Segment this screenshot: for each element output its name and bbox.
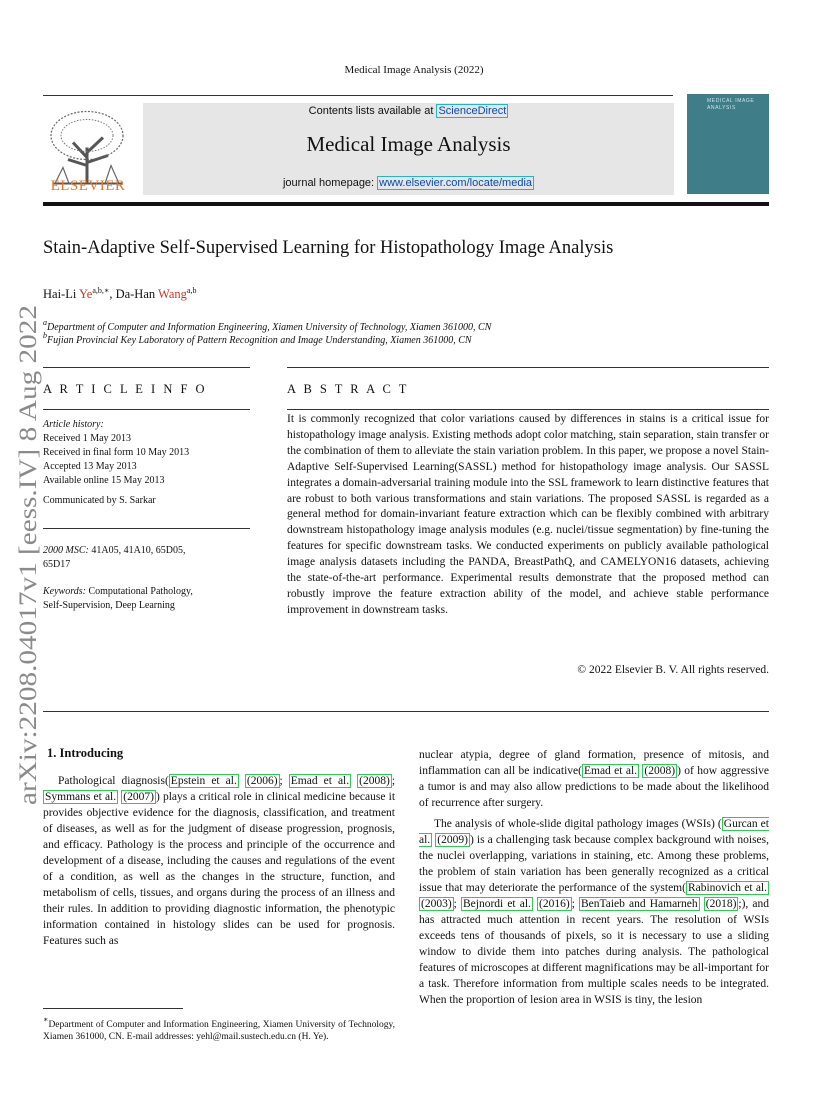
citation-link[interactable]: Rabinovich et al. (687, 882, 767, 894)
citation-link[interactable]: Emad et al. (583, 765, 638, 777)
keywords-block (43, 585, 250, 613)
citation-link[interactable]: (2009) (437, 834, 468, 846)
history-accepted: Accepted 13 May 2013 (43, 461, 137, 472)
author-list (43, 286, 196, 302)
text-span: nuclear atypia, degree of gland formation, presence of mitosis, and inflammation can all be indicative( (419, 749, 769, 777)
citation-link[interactable]: (2006) (246, 775, 278, 787)
footnote (43, 1014, 395, 1043)
contents-line (143, 105, 674, 117)
affil-a-mark: a (43, 318, 47, 327)
author1-affil-mark: a,b,∗ (92, 286, 110, 295)
keywords-list-2: Self-Supervision, Deep Learning (43, 600, 175, 611)
citation-link[interactable]: (2008) (359, 775, 390, 787)
left-column (43, 773, 395, 949)
author2-surname[interactable]: Wang (158, 287, 187, 301)
text-span: The analysis of whole-slide digital pathology images (WSIs) ( (434, 818, 722, 830)
msc-label: 2000 MSC: (43, 545, 89, 556)
msc-rule (43, 528, 250, 529)
text-span: ;), and has attracted much attention in recent years. The resolution of WSIs exceeds tens of thousands of pixels, so it is necessary to use a sliding window to divide them into patches during analysis. The pathological features of microscopes at different magnifications may be all-important for a task. Therefore information from multiple scales needs to be integrated. When the proportion of lesion area in WSIS is tiny, the lesion (419, 898, 770, 1006)
author-separator: , Da-Han (109, 287, 159, 301)
history-received: Received 1 May 2013 (43, 433, 132, 444)
abstract-rule (287, 409, 769, 410)
citation-link[interactable]: (2007) (123, 791, 154, 803)
journal-cover-image (687, 94, 769, 194)
citation-link[interactable]: Emad et al. (290, 775, 350, 787)
article-info-top-rule (43, 367, 250, 368)
footnote-mark: ∗ (43, 1015, 49, 1024)
cover-text: MEDICAL IMAGE ANALYSIS (707, 98, 755, 111)
text-span: ) of how aggressive a tumor is and may also allow predictions to be made about the likelihood of recurrence after surgery. (419, 765, 769, 809)
article-info-rule (43, 409, 250, 410)
publisher-name: ELSEVIER (50, 178, 126, 194)
affil-b-mark: b (43, 331, 47, 340)
affil-a-text: Department of Computer and Information Engineering, Xiamen University of Technology, Xiamen 361000, CN (47, 322, 492, 333)
text-span: ; (279, 775, 289, 787)
author2-affil-mark: a,b (186, 286, 197, 295)
paper-title: Stain-Adaptive Self-Supervised Learning for Histopathology Image Analysis (43, 238, 614, 258)
abstract-bottom-rule (43, 711, 769, 712)
abstract-heading: A B S T R A C T (287, 382, 409, 396)
citation-link[interactable]: (2008) (644, 765, 676, 777)
abstract-top-rule (287, 367, 769, 368)
paragraph (419, 747, 769, 811)
contents-prefix: Contents lists available at (308, 105, 437, 117)
citation-link[interactable]: Epstein et al. (170, 775, 237, 787)
arxiv-id: arXiv:2208.04017v1 [eess.IV] 8 Aug 2022 (15, 377, 42, 805)
footnote-text: Department of Computer and Information Engineering, Xiamen University of Technology, Xiamen 361000, CN. E-mail addresses: yehl@mail.sustech.edu.cn (H. Ye). (43, 1020, 395, 1042)
msc-codes-2: 65D17 (43, 559, 71, 570)
abstract-text: It is commonly recognized that color variations caused by differences in stains is a critical issue for histopathology image analysis. Existing methods adopt color matching, stain separation, stain transfer or the combination of them to alleviate the stain variation problem. In this paper, we propose a novel Stain-Adaptive Self-Supervised Learning(SASSL) method for histopathology image analysis. Our SASSL integrates a domain-adversarial training module into the SSL framework to learn distinctive features that are robust to both various transformations and stain variations. The proposed SASSL is regarded as a general method for domain-invariant feature extraction which can be flexibly combined with arbitrary downstream histopathology image analysis modules (e.g. nuclei/tissue segmentation) by fine-tuning the features for specific downstream tasks. We conducted experiments on publicly available pathological image analysis datasets including the PANDA, BreastPathQ, and CAMELYON16 datasets, achieving the state-of-the-art performance. Experimental results demonstrate that the proposed method can robustly improve the feature extraction ability of the model, and achieve stable performance improvement in downstream tasks. (287, 413, 769, 616)
history-online: Available online 15 May 2013 (43, 475, 165, 486)
author1-surname[interactable]: Ye (78, 287, 93, 301)
affil-b-text: Fujian Provincial Key Laboratory of Pattern Recognition and Image Understanding, Xiamen 361000, CN (47, 335, 472, 346)
citation-link[interactable]: Gurcan et al. (419, 818, 769, 846)
homepage-prefix: journal homepage: (282, 177, 378, 189)
keywords-label: Keywords: (43, 586, 86, 597)
msc-codes: 41A05, 41A10, 65D05, (88, 545, 186, 556)
paragraph (419, 816, 769, 1008)
affiliation-b (43, 331, 472, 346)
homepage-link[interactable]: www.elsevier.com/locate/media (379, 177, 533, 189)
header-rule (43, 95, 673, 96)
section-1-title: 1. Introducing (47, 746, 124, 760)
keywords-list: Computational Pathology, (85, 586, 193, 597)
copyright-notice: © 2022 Elsevier B. V. All rights reserved. (577, 664, 769, 676)
author1-given: Hai-Li (43, 287, 79, 301)
citation-link[interactable]: (2018) (705, 898, 737, 910)
msc-block (43, 544, 250, 572)
arxiv-sidebar (8, 300, 44, 820)
footnote-rule (43, 1008, 183, 1009)
running-title: Medical Image Analysis (2022) (344, 64, 484, 76)
citation-link[interactable]: Symmans et al. (45, 791, 117, 803)
communicated-by: Communicated by S. Sarkar (43, 495, 156, 506)
text-span: ) plays a critical role in clinical medicine because it provides objective evidence for the diagnosis, classification, and treatment of diseases, as well as for the judgment of disease progression, prognosis, and efficacy. Pathology is the process and principle of the occurrence and development of a disease, including the causes and regulations of the event of a condition, as well as the changes in the structure, function, and metabolism of cells, tissues, and organs during the process of an illness and their rules. In addition to providing diagnostic information, the phenotypic information contained in histology slides can be used for prognosis. Features such as (43, 791, 396, 947)
text-span: ; (453, 898, 461, 910)
text-span: ) is a challenging task because complex background with noises, the nuclei overlapping, variations in staining, etc. Among these problems, the problem of stain variation has been generally recognized as a critical issue that may deteriorate the performance of the system( (419, 834, 769, 894)
text-span: Pathological diagnosis( (58, 775, 169, 787)
paragraph (43, 773, 395, 949)
citation-link[interactable]: (2003) (421, 898, 452, 910)
text-span (239, 775, 245, 787)
header-thick-rule (43, 202, 769, 206)
text-span: ; (571, 898, 580, 910)
citation-link[interactable]: Bejnordi et al. (462, 898, 531, 910)
citation-link[interactable]: (2016) (539, 898, 570, 910)
article-history (43, 418, 250, 508)
journal-title: Medical Image Analysis (306, 132, 511, 156)
history-label: Article history: (43, 419, 104, 430)
article-info-heading: A R T I C L E I N F O (43, 382, 208, 396)
history-final-form: Received in final form 10 May 2013 (43, 447, 190, 458)
right-column (419, 747, 769, 1008)
sciencedirect-link[interactable]: ScienceDirect (438, 105, 507, 117)
text-span: ; (391, 775, 396, 787)
homepage-line (143, 177, 674, 189)
citation-link[interactable]: BenTaieb and Hamarneh (581, 898, 698, 910)
